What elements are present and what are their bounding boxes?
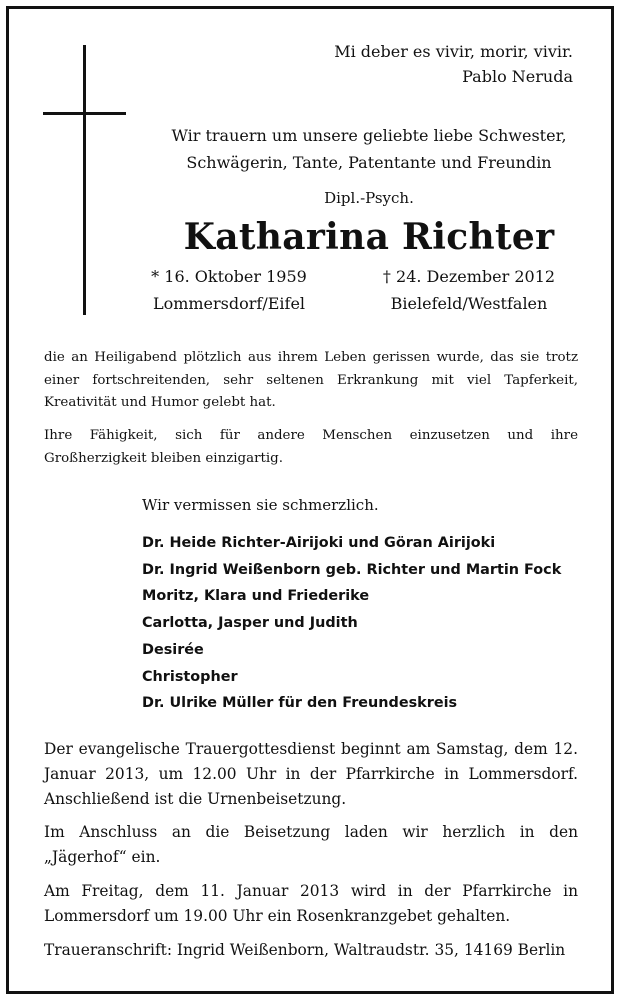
tribute-paragraph-2: Ihre Fähigkeit, sich für andere Menschen einzusetzen und ihre Großherzigkeit bleiben einzigartig. bbox=[44, 428, 578, 466]
rosary-info: Am Freitag, dem 11. Januar 2013 wird in der Pfarrkirche in Lommersdorf um 19.00 Uhr ein Rosenkranzgebet gehalten. bbox=[44, 882, 578, 925]
birth-info bbox=[139, 263, 319, 317]
mourner-name: Christopher bbox=[142, 668, 238, 685]
death-date: † 24. Dezember 2012 bbox=[382, 267, 556, 286]
epigraph bbox=[334, 39, 573, 89]
service-info: Der evangelische Trauergottesdienst beginnt am Samstag, dem 12. Januar 2013, um 12.00 Uhr in der Pfarrkirche in Lommersdorf. Anschließend ist die Urnenbeisetzung. bbox=[44, 740, 578, 808]
mourner-name: Dr. Ingrid Weißenborn geb. Richter und Martin Fock bbox=[142, 561, 562, 578]
mourners-intro: Wir vermissen sie schmerzlich. bbox=[142, 496, 379, 514]
birth-place: Lommersdorf/Eifel bbox=[152, 294, 306, 313]
intro-line-2: Schwägerin, Tante, Patentante und Freundin bbox=[186, 153, 552, 172]
cross-horizontal-bar bbox=[43, 112, 126, 115]
intro-line-1: Wir trauern um unsere geliebte liebe Schwester, bbox=[171, 126, 567, 145]
academic-title: Dipl.-Psych. bbox=[324, 189, 414, 207]
tribute-paragraph-1: die an Heiligabend plötzlich aus ihrem Leben gerissen wurde, das sie trotz einer fortschreitenden, sehr seltenen Erkrankung mit viel Tapferkeit, Kreativität und Humor gelebt hat. bbox=[44, 350, 578, 410]
birth-date: * 16. Oktober 1959 bbox=[151, 267, 307, 286]
cross-vertical-bar bbox=[83, 45, 86, 315]
mourners-list bbox=[142, 530, 561, 717]
invitation-info: Im Anschluss an die Beisetzung laden wir herzlich in den „Jägerhof“ ein. bbox=[44, 823, 578, 866]
epigraph-text: Mi deber es vivir, morir, vivir. bbox=[334, 42, 573, 61]
death-place: Bielefeld/Westfalen bbox=[390, 294, 548, 313]
mourner-name: Dr. Ulrike Müller für den Freundeskreis bbox=[142, 695, 458, 712]
intro-text bbox=[159, 122, 579, 176]
mourner-name: Desirée bbox=[142, 641, 204, 658]
obituary-notice bbox=[6, 6, 614, 994]
mourner-name: Carlotta, Jasper und Judith bbox=[142, 615, 358, 632]
mourner-name: Dr. Heide Richter-Airijoki und Göran Airijoki bbox=[142, 535, 496, 551]
mourner-name: Moritz, Klara und Friederike bbox=[142, 588, 370, 605]
death-info bbox=[369, 263, 569, 317]
deceased-name: Katharina Richter bbox=[183, 216, 555, 258]
epigraph-author: Pablo Neruda bbox=[462, 67, 573, 86]
mourning-address: Traueranschrift: Ingrid Weißenborn, Waltraudstr. 35, 14169 Berlin bbox=[44, 941, 566, 959]
